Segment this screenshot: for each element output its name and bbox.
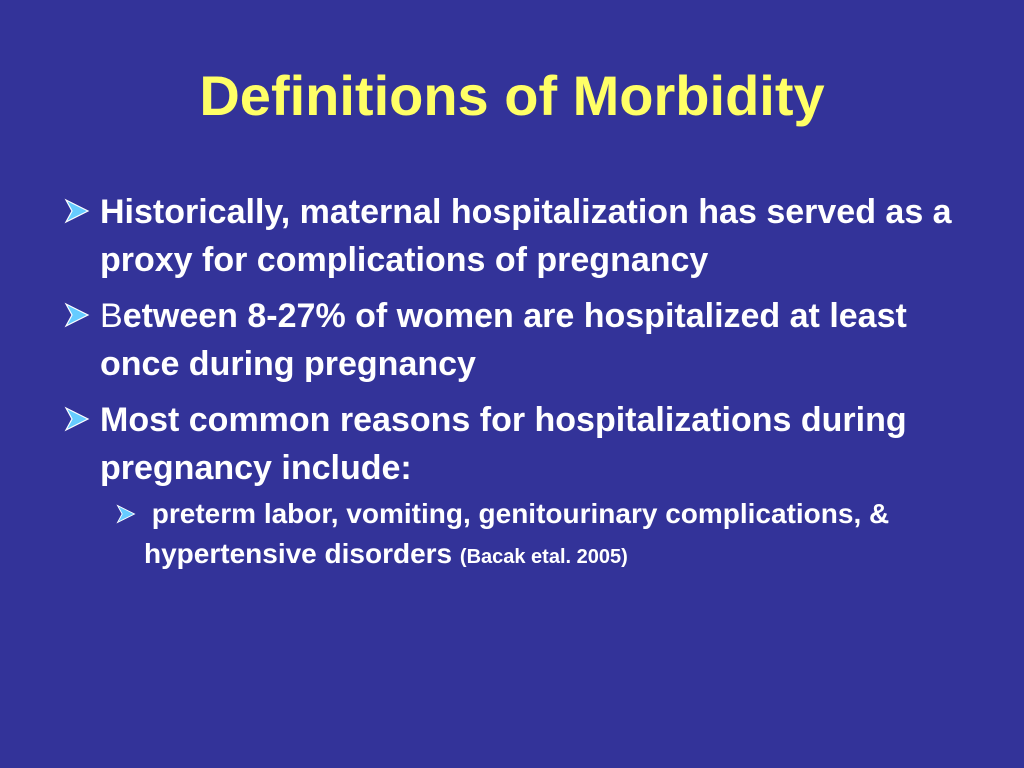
arrow-bullet-icon (64, 406, 90, 432)
arrow-bullet-icon (64, 302, 90, 328)
sub-bullet-list (100, 494, 962, 577)
citation: (Bacak etal. 2005) (459, 546, 628, 568)
slide-title: Definitions of Morbidity (199, 64, 825, 127)
arrow-bullet-icon (64, 198, 90, 224)
bullet-item (62, 396, 962, 577)
bullet-text: etween 8-27% of women are hospitalized at least once during pregnancy (100, 297, 907, 383)
bullet-text: Historically, maternal hospitalization has served as a proxy for complications of pregnancy (100, 193, 952, 279)
sub-bullet-text: preterm labor, vomiting, genitourinary complications, & hypertensive disorders (144, 498, 898, 569)
bullet-text: Most common reasons for hospitalizations during pregnancy include: (100, 401, 907, 487)
bullet-list (62, 188, 962, 585)
bullet-text-first-letter: B (100, 297, 123, 335)
bullet-item (62, 188, 962, 284)
arrow-bullet-icon (116, 504, 136, 524)
bullet-item (62, 292, 962, 388)
sub-bullet-item (100, 494, 962, 577)
